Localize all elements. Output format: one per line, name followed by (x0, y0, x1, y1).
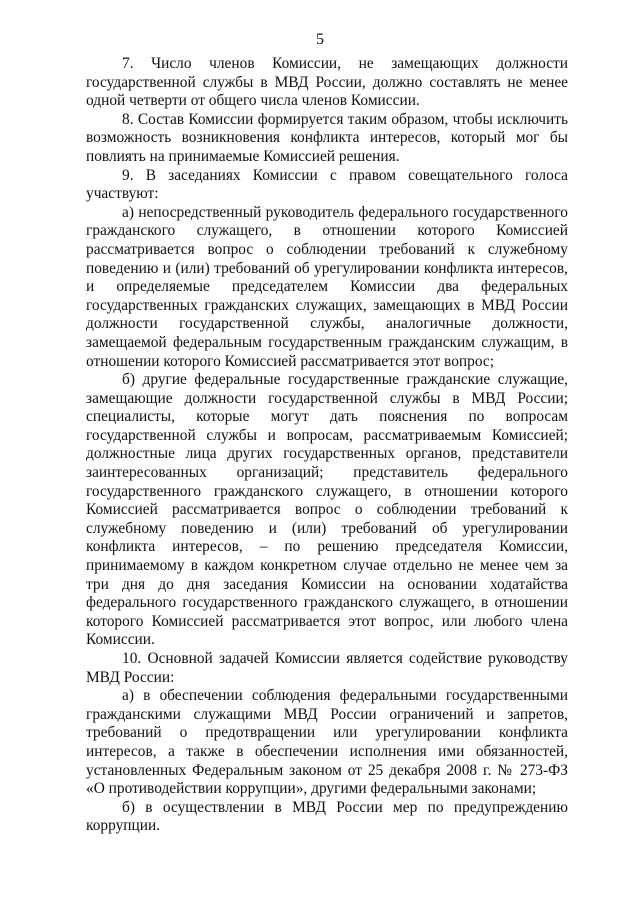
paragraph-9b: б) другие федеральные государственные гражданские служащие, замещающие должности государственной службы в МВД России; специалисты, которые могут дать пояснения по вопросам государственной службы и вопросам, рассматриваемым Комиссией; должностные лица других государственных органов, представители заинтересованных организаций; представитель федерального государственного гражданского служащего, в отношении которого Комиссией рассматривается вопрос о соблюдении требований к служебному поведению и (или) требований об урегулировании конфликта интересов, – по решению председателя Комиссии, принимаемому в каждом конкретном случае отдельно не менее чем за три дня до дня заседания Комиссии на основании ходатайства федерального государственного гражданского служащего, в отношении которого Комиссией рассматривается этот вопрос, или любого члена Комиссии. (86, 371, 568, 649)
paragraph-10b: б) в осуществлении в МВД России мер по предупреждению коррупции. (86, 798, 568, 835)
page-number: 5 (316, 31, 324, 48)
paragraph-9: 9. В заседаниях Комиссии с правом совещательного голоса участвуют: (86, 166, 568, 203)
document-body (86, 55, 568, 836)
paragraph-8: 8. Состав Комиссии формируется таким образом, чтобы исключить возможность возникновения конфликта интересов, который мог бы повлиять на принимаемые Комиссией решения. (86, 110, 568, 165)
paragraph-10a: а) в обеспечении соблюдения федеральными государственными гражданскими служащими МВД России ограничений и запретов, требований о предотвращении или урегулировании конфликта интересов, а также в обеспечении исполнения ими обязанностей, установленных Федеральным законом от 25 декабря 2008 г. № 273-ФЗ «О противодействии коррупции», другими федеральными законами; (86, 687, 568, 798)
paragraph-7: 7. Число членов Комиссии, не замещающих должности государственной службы в МВД России, должно составлять не менее одной четверти от общего числа членов Комиссии. (86, 55, 568, 110)
paragraph-9a: а) непосредственный руководитель федерального государственного гражданского служащего, в отношении которого Комиссией рассматривается вопрос о соблюдении требований к служебному поведению и (или) требований об урегулировании конфликта интересов, и определяемые председателем Комиссии два федеральных государственных гражданских служащих, замещающих в МВД России должности государственной службы, аналогичные должности, замещаемой федеральным государственным гражданским служащим, в отношении которого Комиссией рассматривается этот вопрос; (86, 203, 568, 370)
paragraph-10: 10. Основной задачей Комиссии является содействие руководству МВД России: (86, 650, 568, 686)
